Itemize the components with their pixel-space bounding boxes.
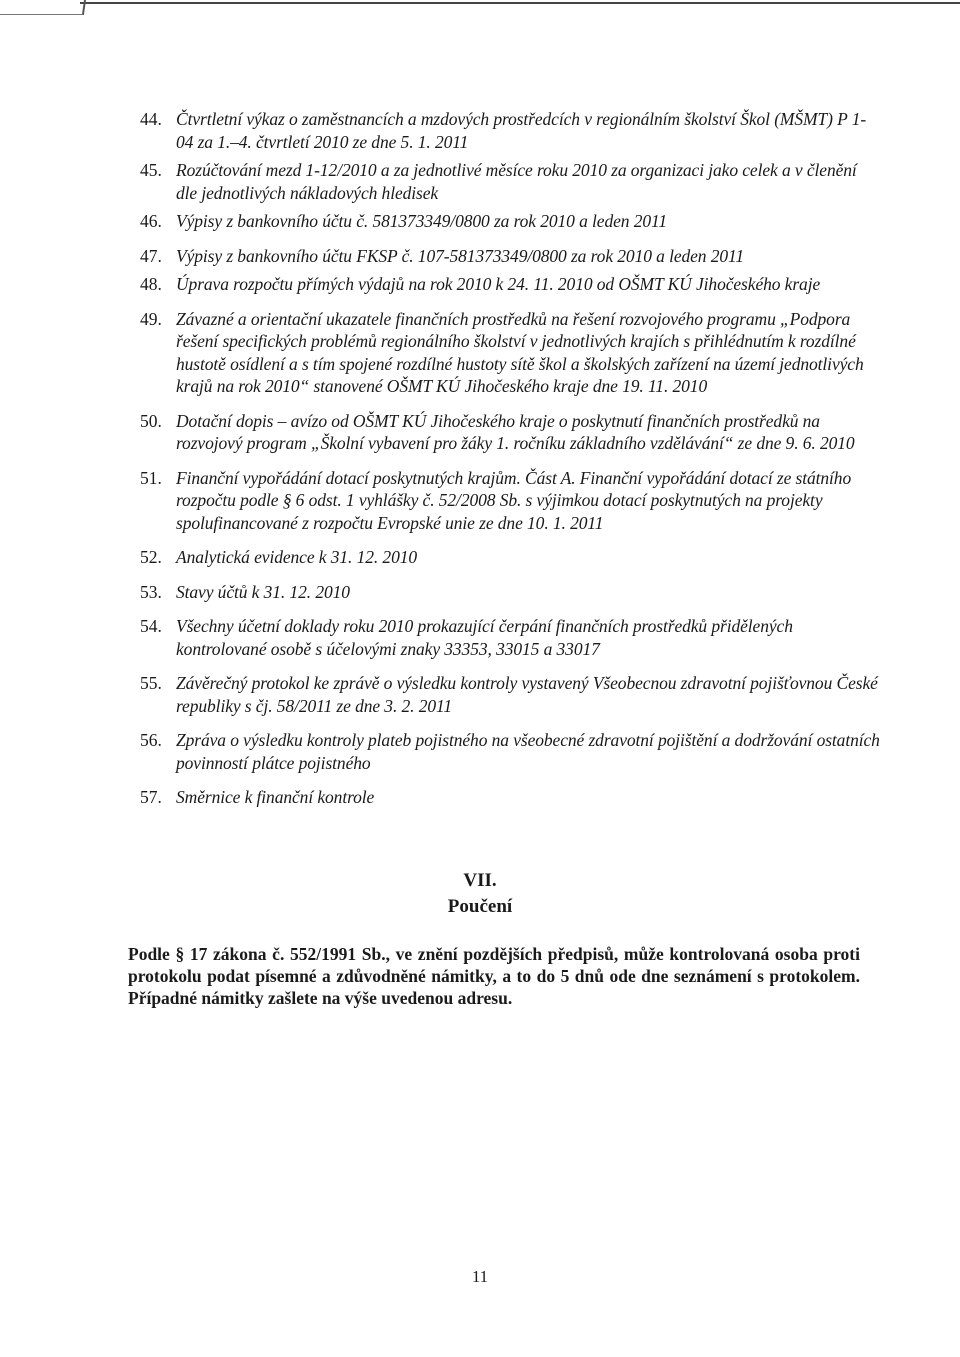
item-text: Výpisy z bankovního účtu FKSP č. 107-581373349/0800 za rok 2010 a leden 2011	[176, 245, 745, 266]
item-text: Dotační dopis – avízo od OŠMT KÚ Jihočeského kraje o poskytnutí finančních prostředků na rozvojový program „Školní vybavení pro žáky 1. ročníku základního vzdělávání“ ze dne 9. 6. 2010	[176, 410, 855, 453]
list-item	[140, 581, 880, 604]
section-heading	[0, 868, 960, 920]
list-item	[140, 410, 880, 455]
item-text: Směrnice k finanční kontrole	[176, 787, 375, 807]
item-number: 57.	[140, 787, 162, 807]
list-item	[140, 546, 880, 569]
item-number: 55.	[140, 673, 162, 693]
item-number: 44.	[140, 109, 162, 129]
item-number: 49.	[140, 308, 162, 329]
top-border-line	[80, 2, 960, 4]
item-number: 53.	[140, 581, 162, 602]
list-item	[140, 786, 880, 809]
list-item	[140, 210, 880, 233]
list-item	[140, 159, 880, 204]
item-text: Výpisy z bankovního účtu č. 581373349/0800 za rok 2010 a leden 2011	[176, 211, 667, 231]
section-title: Poučení	[447, 896, 513, 917]
list-item	[140, 467, 880, 535]
list-item	[140, 273, 880, 296]
page-number: 11	[471, 1267, 489, 1286]
list-item	[140, 729, 880, 774]
item-number: 47.	[140, 245, 162, 266]
item-number: 56.	[140, 730, 162, 750]
item-text: Úprava rozpočtu přímých výdajů na rok 2010 k 24. 11. 2010 od OŠMT KÚ Jihočeského kraje	[176, 274, 821, 294]
item-number: 48.	[140, 274, 162, 294]
list-item	[140, 108, 880, 153]
item-text: Zpráva o výsledku kontroly plateb pojistného na všeobecné zdravotní pojištění a dodržování ostatních povinností plátce pojistného	[176, 730, 880, 773]
item-text: Finanční vypořádání dotací poskytnutých krajům. Část A. Finanční vypořádání dotací ze státního rozpočtu podle § 6 odst. 1 vyhlášky č. 52/2008 Sb. s výjimkou dotací poskytnutých na projekty spolufinancované z rozpočtu Evropské unie ze dne 10. 1. 2011	[176, 467, 852, 533]
section-number: VII.	[463, 870, 497, 891]
item-text: Analytická evidence k 31. 12. 2010	[176, 547, 418, 567]
item-text: Čtvrtletní výkaz o zaměstnancích a mzdových prostředcích v regionálním školství Škol (MŠMT) P 1-04 za 1.–4. čtvrtletí 2010 ze dne 5. 1. 2011	[176, 109, 867, 152]
item-text: Stavy účtů k 31. 12. 2010	[176, 581, 350, 602]
item-number: 51.	[140, 467, 162, 488]
item-text: Závazné a orientační ukazatele finančních prostředků na řešení rozvojového programu „Podpora řešení specifických problémů regionálního školství v jednotlivých krajích s přihlédnutím k rozdílné hustotě osídlení a s tím spojené rozdílné hustoty sítě škol a školských zařízení na území jednotlivých krajů na rok 2010“ stanovené OŠMT KÚ Jihočeského kraje dne 19. 11. 2010	[176, 308, 864, 396]
item-text: Rozúčtování mezd 1-12/2010 a za jednotlivé měsíce roku 2010 za organizaci jako celek a v členění dle jednotlivých nákladových hledisek	[176, 160, 857, 203]
item-number: 46.	[140, 211, 162, 231]
item-number: 45.	[140, 160, 162, 180]
item-number: 52.	[140, 547, 162, 567]
item-number: 50.	[140, 410, 162, 431]
attachment-list	[140, 108, 880, 815]
list-item	[140, 245, 880, 268]
notice-paragraph: Podle § 17 zákona č. 552/1991 Sb., ve znění pozdějších předpisů, může kontrolovaná osoba proti protokolu podat písemné a zdůvodněné námitky, a to do 5 dnů ode dne seznámení s protokolem. Případné námitky zašlete na výše uvedenou adresu.	[128, 943, 860, 1008]
list-item	[140, 615, 880, 660]
list-item	[140, 308, 880, 398]
item-text: Závěrečný protokol ke zprávě o výsledku kontroly vystavený Všeobecnou zdravotní pojišťovnou České republiky s čj. 58/2011 ze dne 3. 2. 2011	[176, 673, 878, 716]
page-corner-mark	[0, 0, 86, 15]
item-number: 54.	[140, 616, 162, 636]
list-item	[140, 672, 880, 717]
item-text: Všechny účetní doklady roku 2010 prokazující čerpání finančních prostředků přidělených kontrolované osobě s účelovými znaky 33353, 33015 a 33017	[176, 616, 793, 659]
